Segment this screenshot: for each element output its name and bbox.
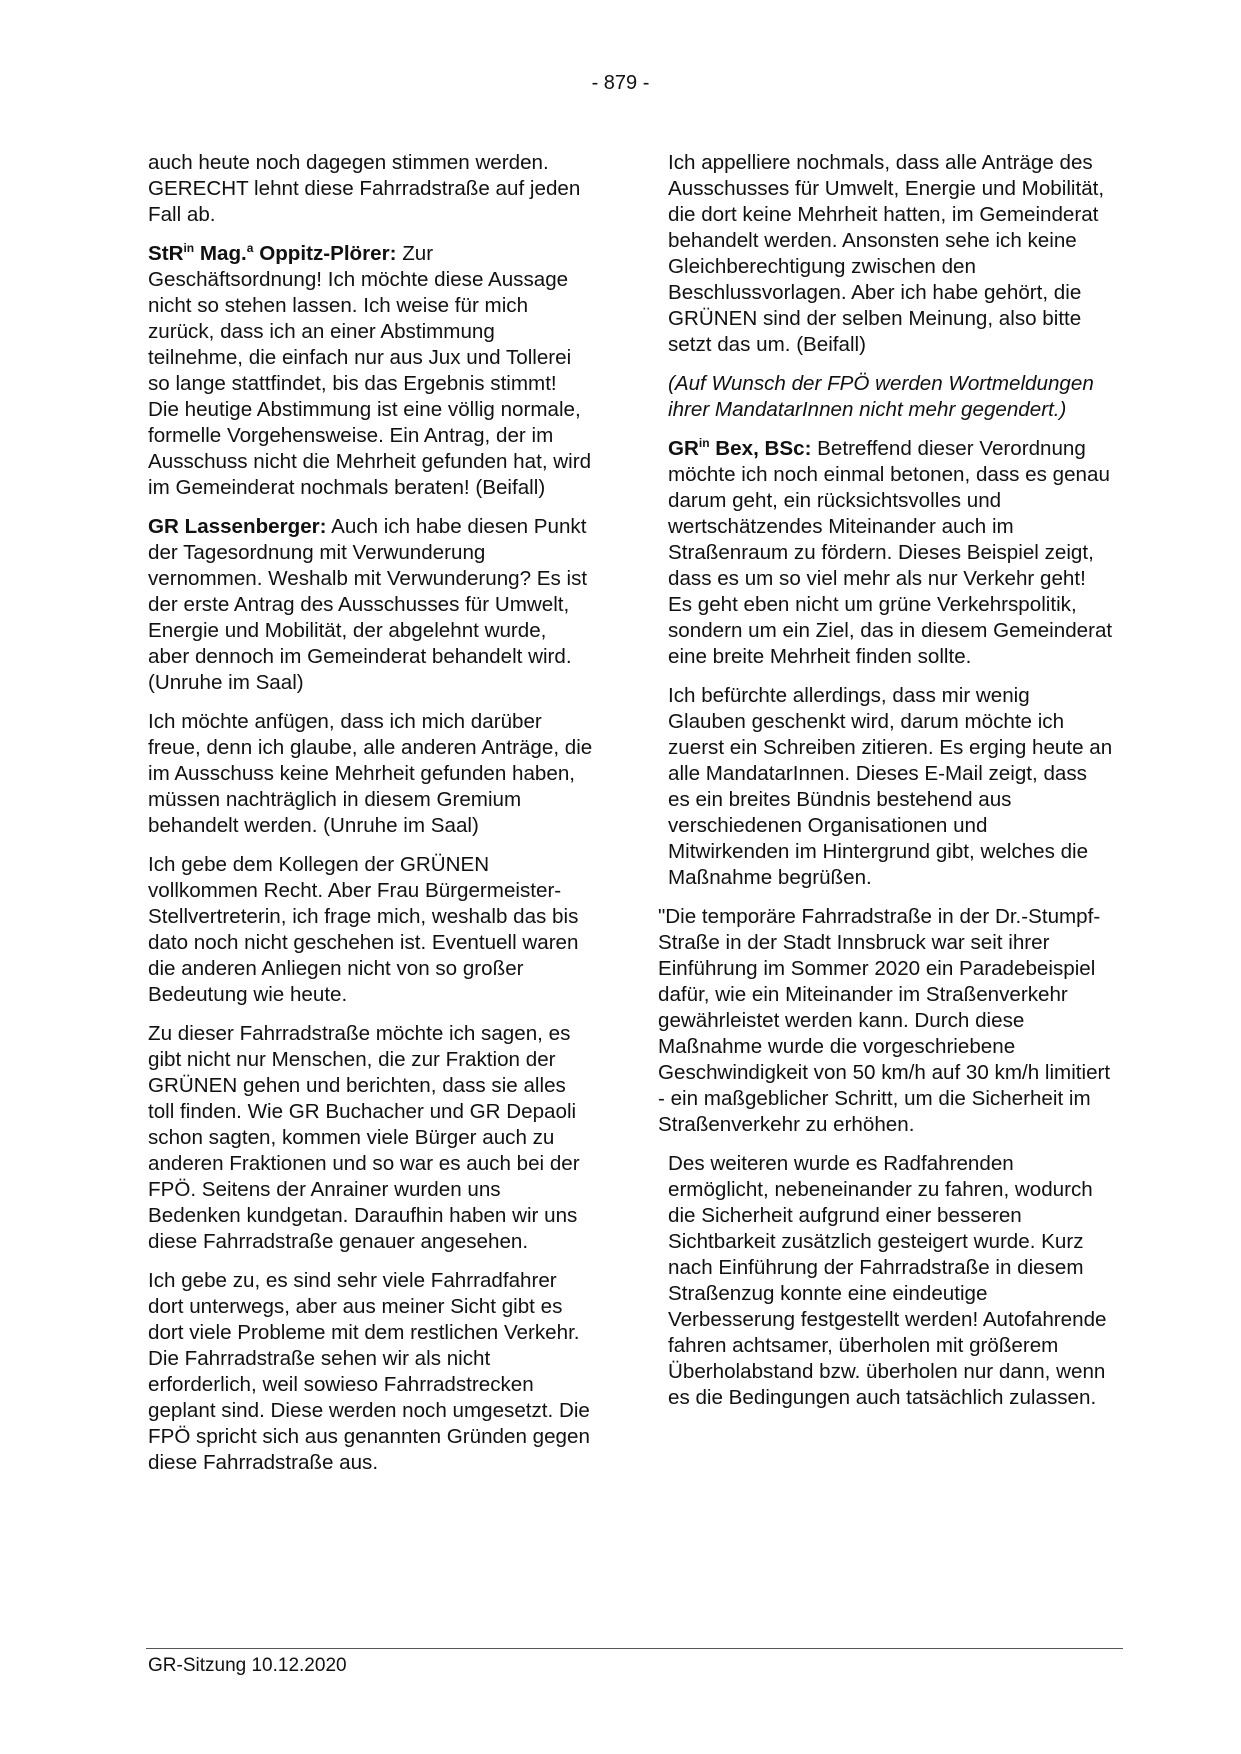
speaker-name: GR Lassenberger: bbox=[148, 515, 327, 538]
speech-paragraph bbox=[668, 436, 1113, 670]
footer-session-label: GR-Sitzung 10.12.2020 bbox=[148, 1655, 347, 1676]
speaker-name: StR$^{in}$ Mag.$^a$ Oppitz-Plörer: bbox=[148, 241, 397, 265]
paragraph: Des weiteren wurde es Radfahrenden ermöglicht, nebeneinander zu fahren, wodurch die Sicherheit aufgrund einer besseren Sichtbarkeit zusätzlich gesteigert wurde. Kurz nach Einführung der Fahrradstraße in diesem Straßenzug konnte eine eindeutige Verbesserung festgestellt werden! Autofahrende fahren achtsamer, überholen mit größerem Überholabstand bzw. überholen nur dann, wenn es die Bedingungen auch tatsächlich zulassen. bbox=[668, 1152, 1107, 1409]
paragraph: Ich befürchte allerdings, dass mir wenig Glauben geschenkt wird, darum möchte ich zuerst ein Schreiben zitieren. Es erging heute an alle MandatarInnen. Dieses E-Mail zeigt, dass es ein breites Bündnis bestehend aus verschiedenen Organisationen und Mitwirkenden im Hintergrund gibt, welches die Maßnahme begrüßen. bbox=[668, 684, 1113, 889]
paragraph: Ich appelliere nochmals, dass alle Anträge des Ausschusses für Umwelt, Energie und Mobilität, die dort keine Mehrheit hatten, im Gemeinderat behandelt werden. Ansonsten sehe ich keine Gleichberechtigung zwischen den Beschlussvorlagen. Aber ich habe gehört, die GRÜNEN sind der selben Meinung, also bitte setzt das um. (Beifall) bbox=[668, 151, 1105, 356]
footer-divider bbox=[146, 1648, 1123, 1649]
paragraph: Ich möchte anfügen, dass ich mich darüber freue, denn ich glaube, alle anderen Anträge, die im Ausschuss keine Mehrheit gefunden haben, müssen nachträglich in diesem Gremium behandelt werden. (Unruhe im Saal) bbox=[148, 710, 593, 837]
speech-text: Betreffend dieser Verordnung möchte ich noch einmal betonen, dass es genau darum geht, ein rücksichtsvolles und wertschätzendes Miteinander auch im Straßenraum zu fördern. Dieses Beispiel zeigt, dass es um so viel mehr als nur Verkehr geht! Es geht eben nicht um grüne Verkehrspolitik, sondern um ein Ziel, das in diesem Gemeinderat eine breite Mehrheit finden sollte. bbox=[668, 437, 1113, 668]
speech-text: Zur Geschäftsordnung! Ich möchte diese Aussage nicht so stehen lassen. Ich weise für mich zurück, dass ich an einer Abstimmung teilnehme, die einfach nur aus Jux und Tollerei so lange stattfindet, bis das Ergebnis stimmt! Die heutige Abstimmung ist eine völlig normale, formelle Vorgehensweise. Ein Antrag, der im Ausschuss nicht die Mehrheit gefunden hat, wird im Gemeinderat nochmals beraten! (Beifall) bbox=[148, 242, 592, 499]
paragraph: Ich gebe zu, es sind sehr viele Fahrradfahrer dort unterwegs, aber aus meiner Sicht gibt es dort viele Probleme mit dem restlichen Verkehr. Die Fahrradstraße sehen wir als nicht erforderlich, weil sowieso Fahrradstrecken geplant sind. Diese werden noch umgesetzt. Die FPÖ spricht sich aus genannten Gründen gegen diese Fahrradstraße aus. bbox=[148, 1269, 590, 1474]
speaker-name: $GR^{in}$ Bex, BSc: bbox=[668, 436, 812, 460]
page-number: - 879 - bbox=[591, 72, 650, 94]
editorial-note: (Auf Wunsch der FPÖ werden Wortmeldungen ihrer MandatarInnen nicht mehr gegendert.) bbox=[668, 372, 1094, 421]
speech-paragraph bbox=[148, 514, 593, 696]
speech-paragraph bbox=[148, 241, 593, 501]
paragraph: Zu dieser Fahrradstraße möchte ich sagen, es gibt nicht nur Menschen, die zur Fraktion der GRÜNEN gehen und berichten, dass sie alles toll finden. Wie GR Buchacher und GR Depaoli schon sagten, kommen viele Bürger auch zu anderen Fraktionen und so war es auch bei der FPÖ. Seitens der Anrainer wurden uns Bedenken kundgetan. Daraufhin haben wir uns diese Fahrradstraße genauer angesehen. bbox=[148, 1022, 580, 1253]
right-column bbox=[658, 150, 1113, 1424]
quoted-paragraph: "Die temporäre Fahrradstraße in der Dr.-Stumpf-Straße in der Stadt Innsbruck war seit ihrer Einführung im Sommer 2020 ein Paradebeispiel dafür, wie ein Miteinander im Straßenverkehr gewährleistet werden kann. Durch diese Maßnahme wurde die vorgeschriebene Geschwindigkeit von 50 km/h auf 30 km/h limitiert - ein maßgeblicher Schritt, um die Sicherheit im Straßenverkehr zu erhöhen. bbox=[658, 905, 1111, 1136]
paragraph: Ich gebe dem Kollegen der GRÜNEN vollkommen Recht. Aber Frau Bürgermeister-Stellvertreterin, ich frage mich, weshalb das bis dato noch nicht geschehen ist. Eventuell waren die anderen Anliegen nicht von so großer Bedeutung wie heute. bbox=[148, 853, 579, 1006]
speech-text: Auch ich habe diesen Punkt der Tagesordnung mit Verwunderung vernommen. Weshalb mit Verwunderung? Es ist der erste Antrag des Ausschusses für Umwelt, Energie und Mobilität, der abgelehnt wurde, aber dennoch im Gemeinderat behandelt wird. (Unruhe im Saal) bbox=[148, 515, 588, 694]
left-column bbox=[148, 150, 593, 1489]
paragraph: auch heute noch dagegen stimmen werden. GERECHT lehnt diese Fahrradstraße auf jeden Fall ab. bbox=[148, 151, 581, 226]
